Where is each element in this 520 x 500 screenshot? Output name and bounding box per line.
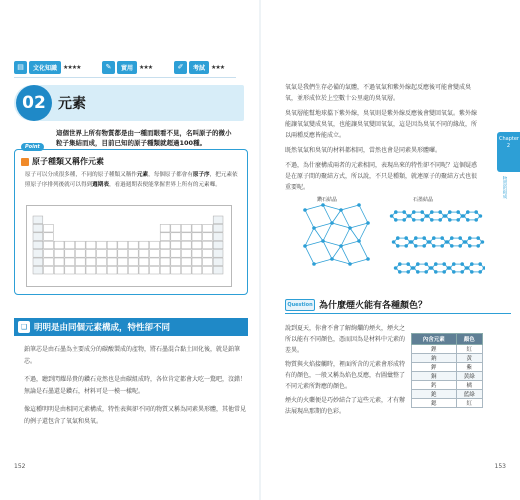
paragraph: 鉑筆芯是由石墨為主要成分的碳酸製成的產物，將石墨混合黏土固化後，就是鉑筆芯。: [24, 346, 241, 365]
lattice-bond: [305, 241, 323, 246]
lattice-atom: [416, 262, 420, 266]
periodic-cell: [33, 258, 43, 266]
periodic-cell: [192, 250, 202, 258]
paragraph: 煙火的火藥便是巧妙結合了這些元素，才有辦法展現出那期的色彩。: [285, 397, 406, 415]
badge-stars: ★★★: [139, 63, 153, 71]
periodic-cell: [203, 266, 213, 274]
question-tag: Question: [285, 299, 315, 311]
periodic-cell: [128, 241, 138, 249]
periodic-cell: [44, 250, 54, 258]
lattice-atom: [470, 262, 474, 266]
lattice-atom: [430, 218, 434, 222]
periodic-cell: [150, 241, 160, 249]
lattice-atom: [392, 240, 396, 244]
book-icon: ▤: [14, 61, 27, 74]
lattice-atom: [330, 257, 334, 261]
lattice-atom: [474, 210, 478, 214]
periodic-table-graphic: [27, 206, 233, 288]
table-header-row: [412, 334, 483, 345]
lattice-atom: [434, 270, 438, 274]
badge-label: 實用: [117, 61, 137, 74]
periodic-cell: [160, 224, 170, 232]
lattice-atom: [478, 270, 482, 274]
lattice-atom: [303, 244, 307, 248]
table-row: [412, 372, 483, 381]
periodic-cell: [213, 224, 223, 232]
lattice-atom: [414, 236, 418, 240]
point-title: [21, 156, 104, 167]
periodic-cell: [97, 258, 107, 266]
periodic-cell: [160, 241, 170, 249]
lattice-bond: [323, 241, 341, 246]
lattice-bond: [350, 223, 368, 228]
lattice-atom: [444, 214, 448, 218]
periodic-cell: [160, 233, 170, 241]
lattice-atom: [398, 262, 402, 266]
lattice-atom: [438, 218, 442, 222]
table-cell: 鉀: [412, 363, 457, 372]
periodic-cell: [107, 241, 117, 249]
lattice-bond: [323, 205, 332, 223]
section-header: [14, 85, 244, 121]
lattice-atom: [442, 270, 446, 274]
periodic-cell: [33, 266, 43, 274]
lattice-atom: [448, 210, 452, 214]
table-row: [412, 381, 483, 390]
periodic-cell: [171, 258, 181, 266]
periodic-cell: [203, 224, 213, 232]
diamond-caption: 鑽石結晶: [317, 197, 338, 203]
periodic-cell: [75, 250, 85, 258]
periodic-cell: [192, 258, 202, 266]
lattice-atom: [408, 214, 412, 218]
lattice-bond: [341, 228, 350, 246]
table-cell: 鈣: [412, 381, 457, 390]
lattice-bond: [332, 259, 350, 264]
lattice-atom: [438, 210, 442, 214]
periodic-cell: [97, 266, 107, 274]
point-text-run: 原子可以分成很多種，不同的原子種類又稱作: [25, 172, 137, 178]
lattice-bond: [314, 228, 323, 241]
badge-label: 文化知識: [29, 61, 61, 74]
periodic-cell: [54, 250, 64, 258]
left-body-text: [24, 344, 246, 434]
paragraph: 氧氣是我們生存必備的氣體，不過氧氣和紫外線起反應後可能會變成臭氧，並形成位於上空數十公里處的臭氧層。: [285, 84, 472, 102]
lattice-atom: [470, 270, 474, 274]
periodic-cell: [97, 250, 107, 258]
lattice-atom: [312, 262, 316, 266]
lattice-atom: [462, 214, 466, 218]
periodic-cell: [118, 258, 128, 266]
lattice-atom: [420, 218, 424, 222]
lattice-atom: [452, 270, 456, 274]
periodic-cell: [181, 224, 191, 232]
point-text-run: ，看過週期表便能掌握世界上所有的元素囉。: [108, 182, 221, 188]
lattice-atom: [366, 221, 370, 225]
lattice-atom: [312, 226, 316, 230]
point-keyword: 週期表: [92, 182, 109, 188]
chapter-subtitle: 物質的組成: [502, 176, 507, 199]
pencil-icon: ✐: [174, 61, 187, 74]
badge-practical: [102, 58, 152, 76]
periodic-cell: [97, 241, 107, 249]
divider: [285, 313, 511, 314]
lattice-atom: [412, 218, 416, 222]
lattice-atom: [476, 236, 480, 240]
lattice-atom: [330, 221, 334, 225]
periodic-cell: [160, 250, 170, 258]
periodic-cell: [181, 241, 191, 249]
lattice-atom: [450, 244, 454, 248]
square-bullet-icon: [21, 158, 29, 166]
periodic-cell: [75, 258, 85, 266]
lattice-bond: [341, 246, 350, 264]
periodic-cell: [86, 258, 96, 266]
periodic-cell: [203, 241, 213, 249]
periodic-cell: [171, 250, 181, 258]
lattice-atom: [396, 244, 400, 248]
lattice-bond: [341, 210, 350, 228]
lattice-atom: [402, 218, 406, 222]
periodic-cell: [86, 241, 96, 249]
banner-title: 明明是由同個元素構成，特性卻不同: [34, 323, 171, 333]
periodic-cell: [171, 266, 181, 274]
section-intro: 這個世界上所有物質都是由一種而眼看不見，名叫原子的微小粒子集結而成，目前已知的原子種類就超過100種。: [56, 129, 232, 147]
periodic-cell: [128, 266, 138, 274]
lattice-graphic: [295, 196, 485, 284]
lattice-atom: [339, 244, 343, 248]
lattice-atom: [430, 210, 434, 214]
lattice-bond: [314, 223, 332, 228]
lattice-atom: [428, 240, 432, 244]
periodic-cell: [203, 233, 213, 241]
periodic-cell: [107, 266, 117, 274]
lattice-atom: [466, 210, 470, 214]
lattice-atom: [394, 218, 398, 222]
periodic-cell: [192, 224, 202, 232]
lattice-bond: [359, 223, 368, 241]
lattice-atom: [394, 266, 398, 270]
topic-banner: [14, 318, 248, 336]
periodic-cell: [139, 258, 149, 266]
lattice-atom: [468, 244, 472, 248]
lattice-atom: [440, 236, 444, 240]
lattice-bond: [314, 259, 332, 264]
periodic-cell: [139, 250, 149, 258]
lattice-atom: [456, 218, 460, 222]
lattice-bond: [332, 223, 350, 228]
table-header: 顏色: [456, 334, 482, 345]
lattice-bond: [359, 241, 368, 259]
periodic-cell: [107, 250, 117, 258]
table-cell: 橘: [456, 381, 482, 390]
badge-label: 考試: [189, 61, 209, 74]
lattice-atom: [464, 240, 468, 244]
lattice-atom: [432, 244, 436, 248]
lattice-atom: [460, 270, 464, 274]
lattice-bond: [350, 259, 368, 264]
lattice-bond: [332, 246, 341, 259]
periodic-cell: [213, 258, 223, 266]
lattice-atom: [448, 218, 452, 222]
lattice-atom: [446, 240, 450, 244]
lattice-bond: [332, 210, 341, 223]
badge-exam: [174, 58, 224, 76]
periodic-cell: [33, 250, 43, 258]
lattice-atom: [474, 218, 478, 222]
lattice-atom: [398, 270, 402, 274]
table-cell: 銅: [412, 372, 457, 381]
crystal-lattice-figure: [295, 196, 485, 284]
lattice-bond: [341, 205, 359, 210]
paragraph: 說到夏天，你會不會了解絢爛的煙火，煙火之所以能有不同顏色，憑而因為是材料中元素的差異。: [285, 325, 406, 354]
periodic-cell: [213, 266, 223, 274]
flame-color-table: [411, 333, 483, 408]
lattice-bond: [305, 228, 314, 246]
table-row: [412, 399, 483, 408]
question-title: 為什麼煙火能有各種顏色？: [319, 301, 428, 311]
lattice-atom: [434, 262, 438, 266]
periodic-cell: [192, 241, 202, 249]
lattice-atom: [442, 262, 446, 266]
lattice-atom: [422, 236, 426, 240]
lattice-atom: [416, 270, 420, 274]
periodic-cell: [54, 266, 64, 274]
lattice-atom: [479, 214, 483, 218]
periodic-cell: [213, 250, 223, 258]
lattice-atom: [402, 210, 406, 214]
table-cell: 鈉: [412, 354, 457, 363]
periodic-cell: [203, 258, 213, 266]
table-row: [412, 345, 483, 354]
lattice-atom: [426, 214, 430, 218]
table-cell: 鋰: [412, 345, 457, 354]
periodic-cell: [44, 258, 54, 266]
lattice-atom: [424, 262, 428, 266]
lattice-atom: [406, 270, 410, 274]
paragraph: 不過，聽到閃耀昂貴的鑽石竟然也是由碳組成時，各位肯定都會大吃一驚吧，沒錯！無論是石墨還是鑽石，材料可是一模一樣呢。: [24, 376, 247, 395]
periodic-cell: [44, 224, 54, 232]
lattice-atom: [303, 208, 307, 212]
periodic-cell: [118, 241, 128, 249]
periodic-cell: [75, 241, 85, 249]
table-cell: 黃: [456, 354, 482, 363]
paragraph: 臭氧層能幫地球擋下紫外線，臭氧則是紫外線反應後會變回氧氣。紫外線能讓氧氣變成臭氧，也能讓臭氧變回氧氣，這是因為臭氧不同的緣故，所以兩種反應皆能成立。: [285, 110, 478, 139]
lattice-atom: [452, 262, 456, 266]
lattice-atom: [396, 236, 400, 240]
table-cell: 紅: [456, 399, 482, 408]
periodic-cell: [213, 233, 223, 241]
point-keyword: 元素: [136, 172, 149, 178]
lattice-atom: [458, 244, 462, 248]
lattice-atom: [430, 266, 434, 270]
periodic-cell: [150, 266, 160, 274]
lattice-atom: [466, 266, 470, 270]
lattice-atom: [348, 262, 352, 266]
lattice-atom: [440, 244, 444, 248]
periodic-cell: [86, 250, 96, 258]
question-header: [285, 296, 511, 316]
periodic-cell: [181, 250, 191, 258]
periodic-cell: [54, 258, 64, 266]
lattice-atom: [432, 236, 436, 240]
lattice-atom: [466, 218, 470, 222]
lattice-atom: [321, 203, 325, 207]
lattice-atom: [412, 210, 416, 214]
periodic-cell: [171, 241, 181, 249]
tool-icon: ✎: [102, 61, 115, 74]
table-header: 內含元素: [412, 334, 457, 345]
lattice-atom: [450, 236, 454, 240]
periodic-cell: [213, 216, 223, 224]
lattice-atom: [424, 270, 428, 274]
badge-culture: [14, 58, 81, 76]
periodic-cell: [65, 250, 75, 258]
point-title-text: 原子種類又稱作元素: [32, 157, 104, 166]
lattice-atom: [481, 240, 485, 244]
lattice-atom: [394, 210, 398, 214]
badge-bar: [14, 58, 236, 78]
periodic-cell: [118, 266, 128, 274]
chapter-tab[interactable]: Chapter 2: [497, 132, 520, 172]
lattice-atom: [456, 210, 460, 214]
page-number: 153: [494, 463, 506, 470]
lattice-atom: [422, 244, 426, 248]
table-row: [412, 354, 483, 363]
lattice-atom: [476, 244, 480, 248]
lattice-atom: [404, 236, 408, 240]
table-row: [412, 363, 483, 372]
point-keyword: 原子序: [192, 172, 210, 178]
badge-stars: ★★★★: [63, 63, 81, 71]
periodic-cell: [203, 250, 213, 258]
badge-stars: ★★★: [211, 63, 225, 71]
lattice-bond: [323, 205, 341, 210]
periodic-cell: [213, 241, 223, 249]
table-cell: 鍶: [412, 399, 457, 408]
lattice-atom: [412, 266, 416, 270]
right-body-text: [285, 82, 481, 197]
lattice-atom: [448, 266, 452, 270]
periodic-cell: [171, 224, 181, 232]
lattice-atom: [458, 236, 462, 240]
periodic-cell: [160, 258, 170, 266]
lattice-atom: [357, 239, 361, 243]
periodic-cell: [192, 266, 202, 274]
table-cell: 紫: [456, 363, 482, 372]
table-cell: 藍綠: [456, 390, 482, 399]
right-page: [261, 0, 520, 500]
periodic-cell: [139, 241, 149, 249]
lattice-atom: [321, 239, 325, 243]
point-tag: Point: [21, 143, 44, 151]
lattice-atom: [366, 257, 370, 261]
lattice-bond: [305, 210, 314, 228]
lattice-atom: [420, 210, 424, 214]
periodic-cell: [160, 266, 170, 274]
paragraph: 既然氧氣和臭氧的材料都相同，當然也會是同素異形體囉。: [285, 147, 442, 154]
table-row: [412, 390, 483, 399]
periodic-cell: [118, 250, 128, 258]
periodic-cell: [33, 241, 43, 249]
periodic-cell: [65, 258, 75, 266]
table-cell: 黃綠: [456, 372, 482, 381]
periodic-cell: [171, 233, 181, 241]
book-icon: ❑: [18, 321, 30, 333]
lattice-atom: [468, 236, 472, 240]
lattice-bond: [305, 205, 323, 210]
periodic-cell: [128, 258, 138, 266]
periodic-cell: [181, 258, 191, 266]
point-text-run: ，每個原子都會有: [148, 172, 193, 178]
periodic-cell: [33, 224, 43, 232]
periodic-cell: [128, 250, 138, 258]
graphite-caption: 石墨結晶: [413, 197, 434, 203]
lattice-atom: [478, 262, 482, 266]
lattice-atom: [460, 262, 464, 266]
periodic-cell: [139, 266, 149, 274]
lattice-atom: [410, 240, 414, 244]
periodic-cell: [150, 250, 160, 258]
periodic-cell: [44, 241, 54, 249]
periodic-cell: [44, 233, 54, 241]
lattice-atom: [390, 214, 394, 218]
section-title: 元素: [58, 96, 86, 112]
point-text-run: ，把元素依照原子序排列後就可以得到: [25, 172, 238, 188]
lattice-atom: [406, 262, 410, 266]
lattice-atom: [414, 244, 418, 248]
lattice-atom: [348, 226, 352, 230]
periodic-cell: [107, 258, 117, 266]
paragraph: 不過，為什麼構成兩者的元素相同，表現出來的特性卻不同呢？這個疑惑是在原子間的聚結方式，所以說，不只是種類，就連原子的聚結方式也很重要呢。: [285, 162, 478, 191]
question-body: [285, 323, 405, 420]
periodic-cell: [65, 241, 75, 249]
lattice-bond: [323, 223, 332, 241]
lattice-bond: [323, 241, 332, 259]
lattice-bond: [350, 228, 359, 241]
lattice-bond: [305, 246, 314, 264]
periodic-cell: [54, 241, 64, 249]
periodic-cell: [150, 258, 160, 266]
periodic-cell: [33, 216, 43, 224]
lattice-bond: [341, 241, 359, 246]
periodic-cell: [181, 266, 191, 274]
periodic-cell: [75, 266, 85, 274]
lattice-atom: [404, 244, 408, 248]
lattice-bond: [359, 205, 368, 223]
page-number: 152: [14, 463, 26, 470]
periodic-cell: [86, 266, 96, 274]
periodic-cell: [192, 233, 202, 241]
section-number: 02: [16, 85, 52, 121]
table-cell: 銫: [412, 390, 457, 399]
periodic-cell: [65, 266, 75, 274]
periodic-cell: [33, 233, 43, 241]
paragraph: 像這種明明是由相同元素構成，特性表與卻不同的物質又稱為同素異形體，其他常見的例子還包含了氧氣和臭氧。: [24, 406, 247, 425]
left-page: [0, 0, 259, 500]
divider: [14, 77, 236, 78]
periodic-cell: [44, 266, 54, 274]
lattice-atom: [357, 203, 361, 207]
point-text: [25, 170, 243, 190]
periodic-cell: [181, 233, 191, 241]
paragraph: 物質與火焰接觸時，裡面所含的元素會形成特有的顏色，一般又稱為焰色反應，右圖彙整了不同元素所對應的顏色。: [285, 361, 406, 390]
table-cell: 紅: [456, 345, 482, 354]
periodic-table-figure: [26, 205, 232, 287]
lattice-atom: [339, 208, 343, 212]
